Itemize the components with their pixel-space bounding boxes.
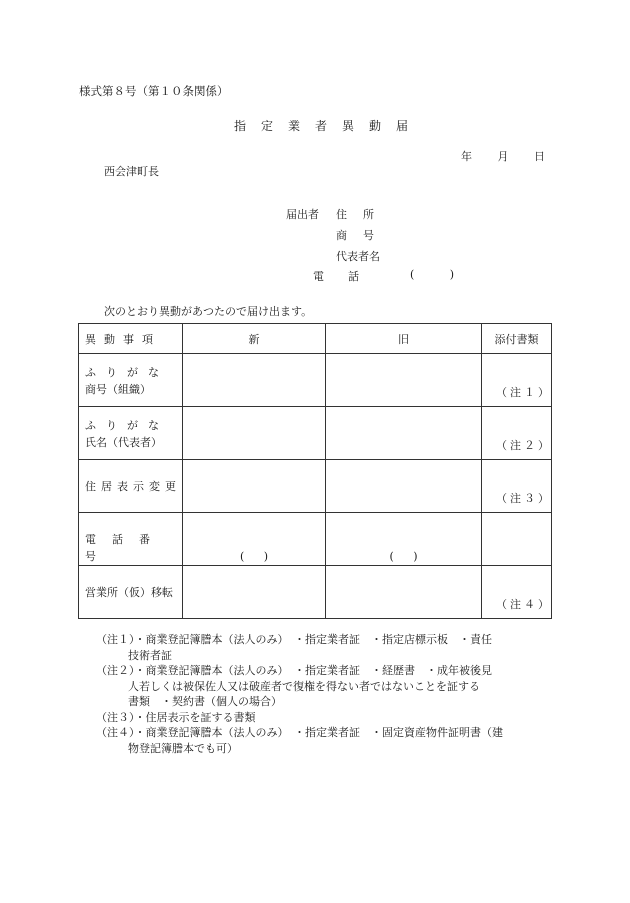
document-title: 指定業者異動届: [234, 119, 424, 133]
note-continuation: 書類 ・契約書（個人の場合）: [128, 695, 282, 708]
new-value-cell[interactable]: [183, 407, 326, 460]
phone-label: 電話: [313, 270, 383, 283]
item-label: 商号（組織）: [85, 383, 151, 396]
item-label: 電話番号: [85, 533, 166, 563]
note-label: （注４）: [96, 726, 135, 739]
new-value-cell[interactable]: [183, 460, 326, 513]
item-furigana: ふりがな: [85, 419, 169, 432]
note-text: ・商業登記簿謄本（法人のみ） ・指定業者証 ・固定資産物件証明書（建: [134, 726, 503, 739]
attachment-cell: [482, 354, 552, 407]
note-item: [96, 663, 556, 710]
addressee: 西会津町長: [104, 165, 159, 178]
item-cell: [79, 566, 183, 619]
note-label: （注１）: [96, 633, 135, 646]
table-row: [79, 354, 552, 407]
note-label: （注３）: [96, 710, 135, 724]
item-label: 営業所（仮）移転: [85, 586, 173, 599]
table-row: [79, 407, 552, 460]
representative-label: 代表者名: [336, 250, 380, 263]
item-label: 住居表示変更: [85, 480, 181, 493]
header-new: 新: [183, 324, 326, 354]
old-value-cell[interactable]: [326, 407, 482, 460]
table-row: [79, 460, 552, 513]
header-attachments: 添付書類: [482, 324, 552, 354]
attachment-note: （注２）: [496, 439, 552, 452]
new-value-cell[interactable]: [183, 513, 326, 566]
note-continuation: 技術者証: [128, 648, 172, 662]
header-old: 旧: [326, 324, 482, 354]
form-number: 様式第８号（第１０条関係）: [79, 84, 229, 98]
item-cell: [79, 407, 183, 460]
change-table: [78, 323, 552, 619]
item-cell: [79, 354, 183, 407]
note-text: ・商業登記簿謄本（法人のみ） ・指定業者証 ・指定店標示板 ・責任: [134, 633, 492, 646]
date-line: 年 月 日: [461, 150, 545, 163]
old-value-cell[interactable]: [326, 566, 482, 619]
new-value-cell[interactable]: [183, 354, 326, 407]
trade-name-label: 商号: [336, 229, 390, 242]
item-cell: [79, 460, 183, 513]
attachment-cell: [482, 460, 552, 513]
attachment-cell: [482, 407, 552, 460]
item-label: 氏名（代表者）: [85, 436, 162, 449]
old-value-cell[interactable]: [326, 513, 482, 566]
attachment-note: （注４）: [496, 598, 552, 611]
old-value-cell[interactable]: [326, 354, 482, 407]
attachment-note: （注３）: [496, 492, 552, 505]
note-item: [96, 710, 556, 726]
note-item: [96, 632, 556, 663]
attachment-cell: [482, 566, 552, 619]
note-item: [96, 725, 556, 756]
old-value-cell[interactable]: [326, 460, 482, 513]
item-furigana: ふりがな: [85, 366, 169, 379]
attachment-note: （注１）: [496, 386, 552, 399]
note-text: ・住居表示を証する書類: [134, 710, 256, 724]
item-cell: [79, 513, 183, 566]
table-row: [79, 513, 552, 566]
table-row: [79, 566, 552, 619]
old-phone-parens: ( ): [389, 550, 418, 563]
address-label: 住所: [336, 208, 390, 221]
note-text: ・商業登記簿謄本（法人のみ） ・指定業者証 ・経歴書 ・成年被後見: [134, 664, 492, 677]
table-header-row: [79, 324, 552, 354]
phone-parens: ( ): [410, 268, 455, 281]
intro-text: 次のとおり異動があつたので届け出ます。: [104, 305, 313, 318]
note-label: （注２）: [96, 664, 135, 677]
attachment-cell: [482, 513, 552, 566]
header-change-item: 異動事項: [79, 324, 183, 354]
note-continuation: 物登記簿謄本でも可）: [128, 741, 238, 755]
notes-section: [96, 632, 556, 756]
note-continuation: 人若しくは被保佐人又は破産者で復権を得ない者ではないことを証する: [128, 679, 480, 693]
sender-label: 届出者: [286, 208, 319, 221]
new-phone-parens: ( ): [239, 550, 269, 563]
new-value-cell[interactable]: [183, 566, 326, 619]
